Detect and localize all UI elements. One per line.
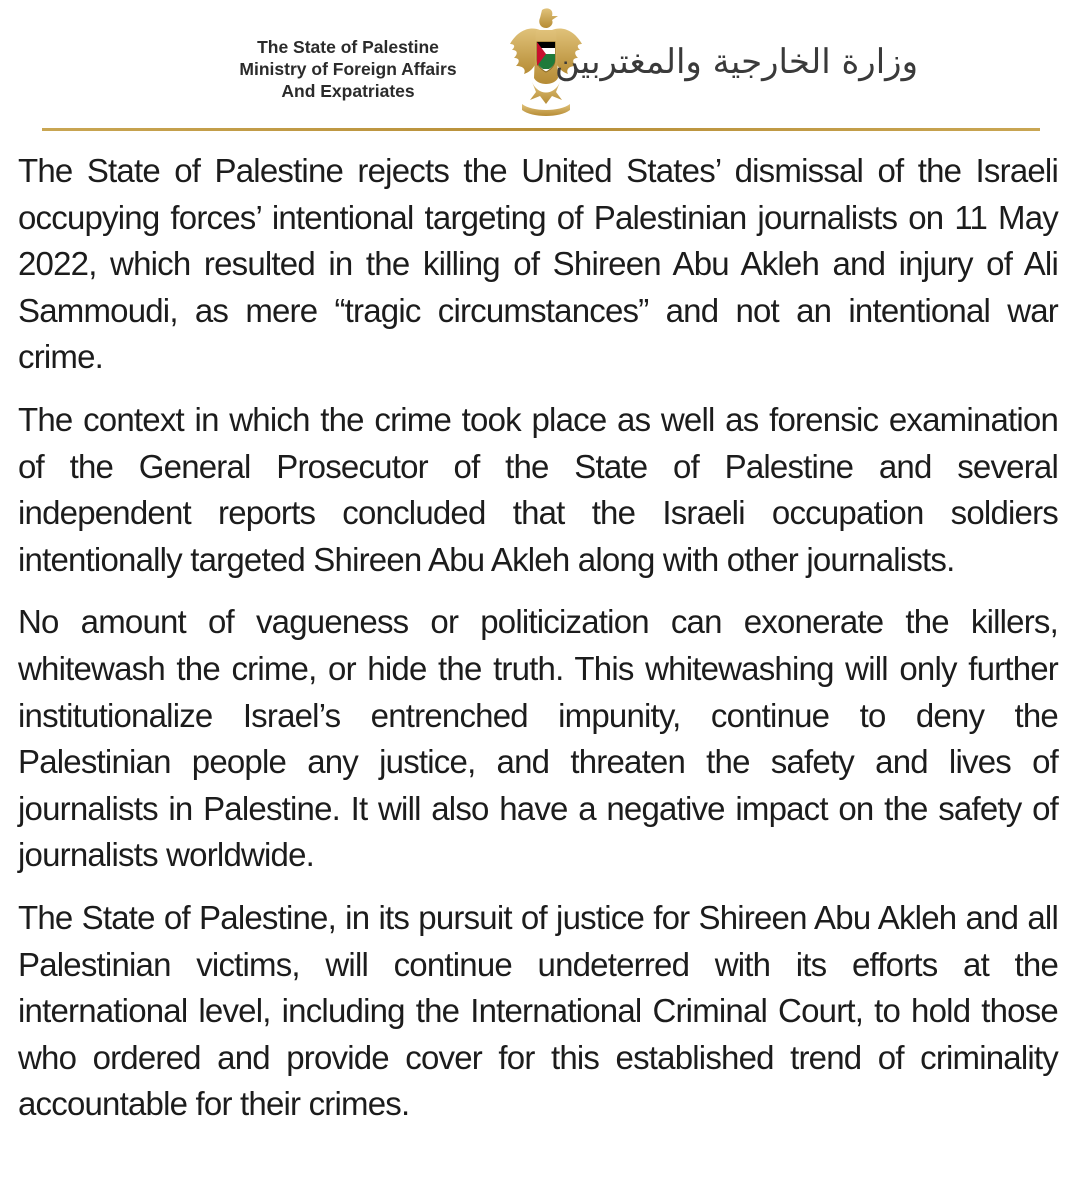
ministry-name-english bbox=[200, 36, 496, 102]
ministry-name-line-1: The State of Palestine bbox=[257, 37, 439, 57]
header-divider bbox=[42, 128, 1040, 131]
ministry-name-line-2: Ministry of Foreign Affairs bbox=[239, 59, 457, 79]
paragraph-1: The State of Palestine rejects the United States’ dismissal of the Israeli occupying forces’ intentional targeting of Palestinian journalists on 11 May 2022, which resulted in the killing of Shireen Abu Akleh and injury of Ali Sammoudi, as mere “tragic circumstances” and not an intentional war crime. bbox=[18, 152, 1058, 376]
statement-body bbox=[18, 148, 1058, 1144]
ministry-name-arabic: وزارة الخارجية والمغتربين bbox=[554, 42, 918, 82]
ministry-name-line-3: And Expatriates bbox=[281, 81, 415, 101]
paragraph-2: The context in which the crime took place as well as forensic examination of the General Prosecutor of the State of Palestine and several independent reports concluded that the Israeli occupation soldiers intentionally targeted Shireen Abu Akleh along with other journalists. bbox=[18, 400, 1058, 578]
letterhead bbox=[0, 0, 1080, 132]
paragraph-4: The State of Palestine, in its pursuit of justice for Shireen Abu Akleh and all Palestinian victims, will continue undeterred with its efforts at the international level, including the International Criminal Court, to hold those who ordered and provide cover for this established trend of criminality accountable for their crimes. bbox=[18, 898, 1058, 1123]
paragraph-3: No amount of vagueness or politicization can exonerate the killers, whitewash the crime, or hide the truth. This whitewashing will only further institutionalize Israel’s entrenched impunity, continue to deny the Palestinian people any justice, and threaten the safety and lives of journalists in Palestine. It will also have a negative impact on the safety of journalists worldwide. bbox=[18, 603, 1058, 874]
